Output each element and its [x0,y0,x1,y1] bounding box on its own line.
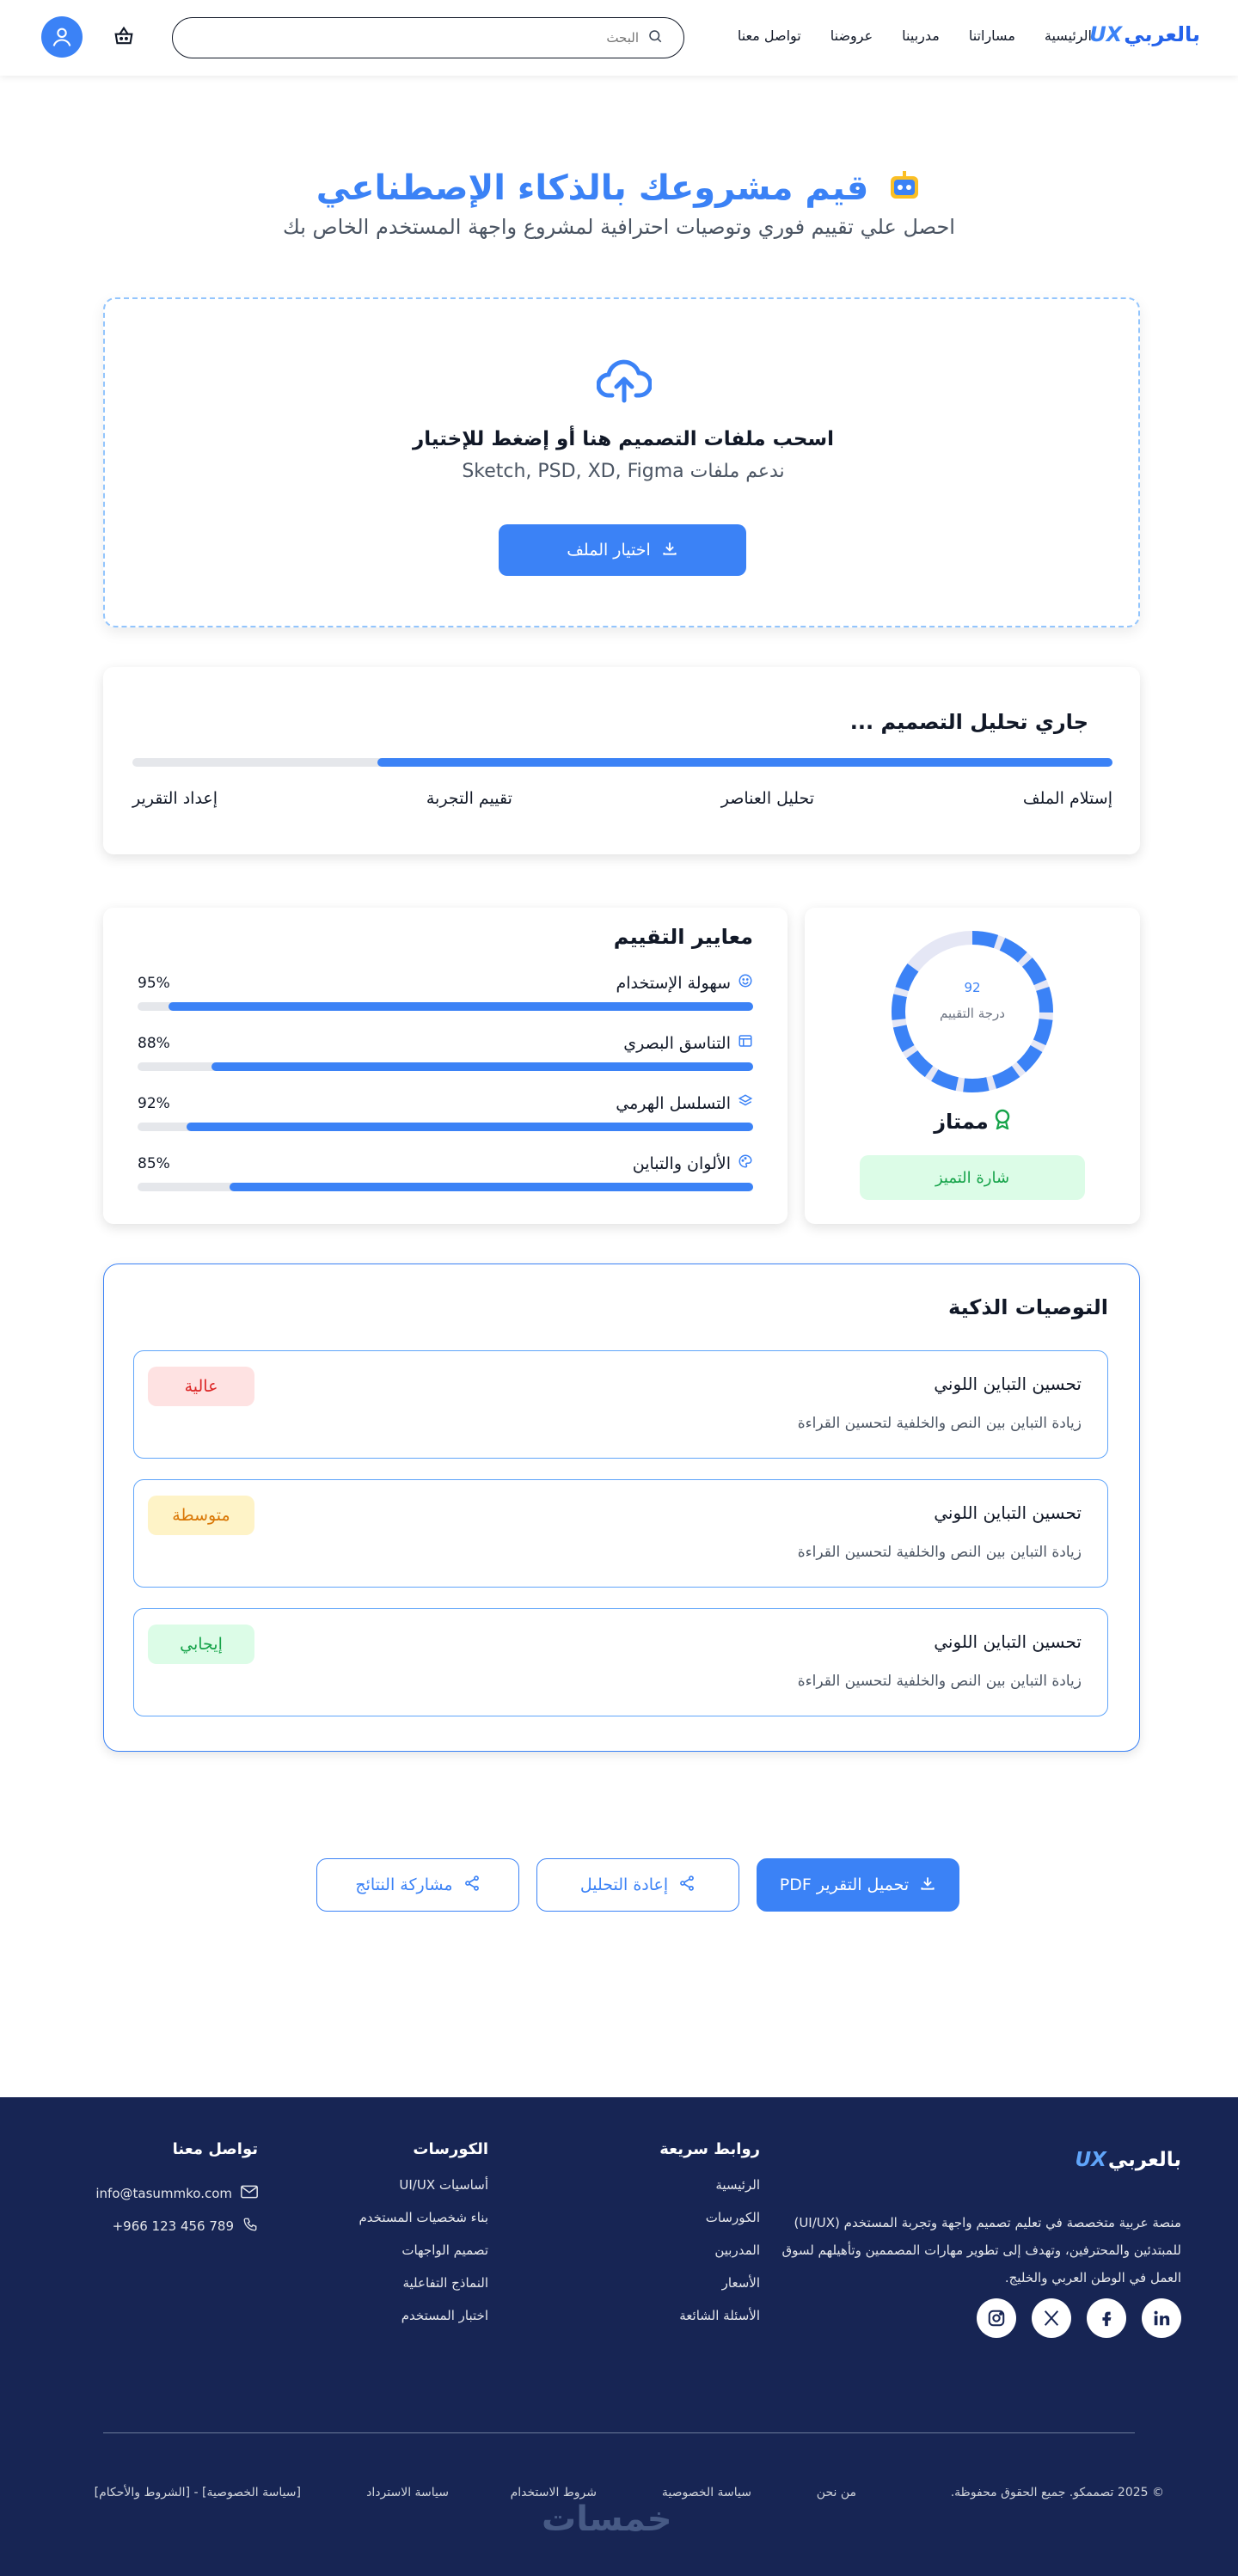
footer-link-home[interactable]: الرئيسية [715,2177,760,2193]
score-rating-text: ممتاز [934,1110,989,1134]
user-avatar-icon[interactable] [41,16,83,58]
criterion-colors-contrast [138,1153,753,1198]
award-icon [994,1109,1011,1135]
progress-bar [132,758,1112,767]
download-report-label: تحميل التقرير PDF [779,1875,910,1894]
score-rating [805,1109,1140,1135]
instagram-icon[interactable] [977,2298,1016,2338]
step-receive: إستلام الملف [1022,789,1112,808]
robot-icon [887,169,922,211]
score-card [805,908,1140,1224]
footer-legal-links[interactable]: [سياسة الخصوصية] - [الشروط والأحكام] [94,2486,301,2500]
criterion-visual-consistency [138,1033,753,1078]
recommendation-item[interactable] [133,1350,1108,1459]
footer-quick-links [622,2140,760,2340]
share-icon [678,1875,696,1896]
recommendation-description: زيادة التباين بين النص والخلفية لتحسين القراءة [797,1415,1082,1432]
progress-steps [132,789,1112,808]
site-logo[interactable] [1089,22,1200,46]
upload-title: اسحب ملفات التصميم هنا أو إضغط للإختيار [412,428,835,450]
x-twitter-icon[interactable] [1032,2298,1071,2338]
footer-course-interfaces[interactable]: تصميم الواجهات [401,2243,488,2258]
footer-logo-ux: UX [1075,2149,1106,2171]
criteria-card [103,908,788,1224]
recommendations-card [103,1264,1140,1752]
criterion-bar [138,1002,753,1011]
reanalyze-label: إعادة التحليل [579,1875,669,1894]
criterion-bar-fill [187,1123,753,1131]
priority-badge: عالية [148,1367,254,1406]
contact-title: تواصل معنا [172,2140,258,2158]
download-icon [919,1875,936,1896]
step-analyze: تحليل العناصر [720,789,815,808]
criterion-label: التسلسل الهرمي [616,1093,731,1113]
hero-subtitle: احصل علي تقييم فوري وتوصيات احترافية لمشروع واجهة المستخدم الخاص بك [283,215,955,239]
footer-course-testing[interactable]: اختبار المستخدم [401,2308,488,2323]
site-header [0,0,1238,76]
layout-icon [738,1033,753,1053]
cloud-upload-icon [597,358,652,409]
analysis-progress-card [103,667,1140,854]
criterion-percent: 92% [138,1095,170,1112]
footer-course-personas[interactable]: بناء شخصيات المستخدم [359,2210,488,2225]
footer-link-trainers[interactable]: المدربين [714,2243,760,2258]
social-links [977,2298,1181,2338]
criterion-name [633,1153,753,1173]
priority-badge: متوسطة [148,1496,254,1535]
choose-file-button[interactable] [499,524,746,576]
criterion-bar [138,1062,753,1071]
download-report-button[interactable] [757,1858,959,1912]
footer-courses [316,2140,488,2340]
criterion-label: سهولة الإستخدام [616,973,731,993]
criterion-hierarchy [138,1093,753,1138]
download-icon [661,540,678,561]
site-footer [0,2097,1238,2576]
layers-icon [738,1093,753,1113]
criterion-percent: 88% [138,1035,170,1052]
quick-links-title: روابط سريعة [659,2140,760,2158]
criterion-name [623,1033,753,1053]
recommendation-item[interactable] [133,1479,1108,1588]
linkedin-icon[interactable] [1142,2298,1181,2338]
nav-trainers[interactable]: مدربينا [902,28,940,44]
nav-home[interactable]: الرئيسية [1044,28,1092,44]
footer-refund-link[interactable]: سياسة الاسترداد [366,2486,449,2500]
progress-bar-fill [377,758,1112,767]
recommendation-title: تحسين التباين اللوني [934,1502,1082,1523]
footer-link-prices[interactable]: الأسعار [721,2275,760,2291]
palette-icon [738,1153,753,1173]
search-input[interactable] [226,30,639,46]
smile-icon [738,973,753,993]
step-report: إعداد التقرير [132,789,218,808]
criterion-label: الألوان والتباين [632,1153,731,1173]
step-evaluate: تقييم التجربة [426,789,512,808]
recommendations-title: التوصيات الذكية [948,1295,1108,1319]
recommendation-description: زيادة التباين بين النص والخلفية لتحسين القراءة [797,1673,1082,1690]
score-label: درجة التقييم [940,1006,1005,1021]
choose-file-label: اختيار الملف [567,541,651,560]
mail-icon [241,2185,258,2202]
footer-divider [103,2432,1135,2433]
page-title [0,168,1238,211]
excellence-badge[interactable]: شارة التميز [860,1155,1085,1200]
share-results-label: مشاركة النتائج [355,1875,453,1894]
priority-badge: إيجابي [148,1625,254,1664]
criterion-bar-fill [230,1183,753,1191]
main-nav [738,28,1092,44]
search-icon [647,28,663,47]
recommendation-description: زيادة التباين بين النص والخلفية لتحسين القراءة [797,1544,1082,1561]
reanalyze-button[interactable] [536,1858,739,1912]
nav-paths[interactable]: مساراتنا [968,28,1015,44]
footer-logo-text: بالعربي [1107,2149,1181,2171]
upload-dropzone[interactable] [103,297,1140,627]
cart-icon[interactable] [110,22,138,50]
share-results-button[interactable] [316,1858,519,1912]
footer-copyright: © 2025 تصممكو. جميع الحقوق محفوظة. [950,2486,1164,2500]
score-value: 92 [964,980,981,995]
nav-contact[interactable]: تواصل معنا [737,28,801,44]
footer-logo[interactable] [1075,2149,1181,2171]
search-box[interactable] [172,17,684,58]
footer-phone-text: +966 123 456 789 [112,2218,234,2234]
share-icon [463,1875,481,1896]
criterion-bar-fill [211,1062,753,1071]
criterion-usability [138,973,753,1018]
watermark-logo: خمسات [542,2500,672,2539]
footer-phone[interactable] [86,2210,258,2243]
footer-link-faq[interactable]: الأسئلة الشائعة [679,2308,760,2323]
recommendation-title: تحسين التباين اللوني [934,1631,1082,1652]
footer-privacy-link[interactable]: سياسة الخصوصية [661,2486,751,2500]
phone-icon [242,2217,258,2236]
footer-terms-link[interactable]: شروط الاستخدام [510,2486,597,2500]
footer-email[interactable] [86,2177,258,2210]
criterion-percent: 85% [138,1155,170,1172]
footer-course-basics[interactable]: أساسيات UI/UX [399,2177,488,2193]
logo-text: بالعربي [1124,22,1200,46]
criteria-title: معايير التقييم [613,925,753,949]
upload-formats: ندعم ملفات Sketch, PSD, XD, Figma [462,461,785,482]
courses-title: الكورسات [413,2140,488,2158]
criterion-label: التناسق البصري [623,1033,731,1053]
facebook-icon[interactable] [1087,2298,1126,2338]
nav-offers[interactable]: عروضنا [830,28,873,44]
hero-title-text: قيم مشروعك بالذكاء الإصطناعي [316,168,869,208]
footer-about: منصة عربية متخصصة في تعليم تصميم واجهة وتجربة المستخدم (UI/UX) للمبتدئين والمحترفين، وتهدف إلى تطوير مهارات المصممين وتأهيلهم لسوق العمل في الوطن العربي والخليج. [781,2215,1181,2285]
footer-about-link[interactable]: من نحن [816,2486,856,2500]
criterion-name [616,973,753,993]
recommendation-title: تحسين التباين اللوني [934,1374,1082,1394]
criterion-bar [138,1123,753,1131]
criterion-percent: 95% [138,975,170,992]
footer-contact [86,2140,258,2243]
progress-title: جاري تحليل التصميم ... [849,710,1088,734]
footer-email-text: info@tasummko.com [95,2186,232,2201]
criterion-bar-fill [169,1002,753,1011]
footer-link-courses[interactable]: الكورسات [705,2210,760,2225]
footer-course-prototypes[interactable]: النماذج التفاعلية [402,2275,488,2291]
criterion-bar [138,1183,753,1191]
criterion-name [616,1093,753,1113]
recommendation-item[interactable] [133,1608,1108,1716]
logo-ux: UX [1089,22,1123,46]
